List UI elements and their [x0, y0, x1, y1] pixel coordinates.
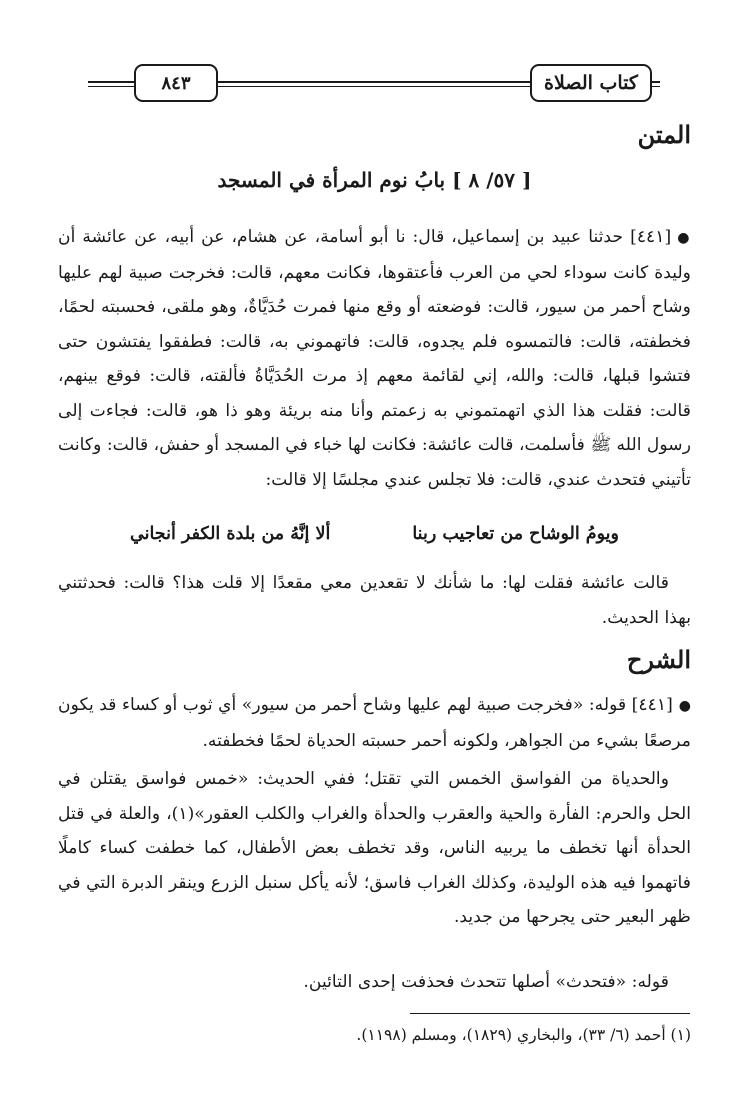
bullet-icon: ●	[677, 230, 692, 246]
poem-verse	[130, 524, 619, 544]
footnote-rule	[410, 1013, 690, 1014]
sharh-mark: الشرح	[626, 645, 691, 674]
sharh-text-1: [٤٤١] قوله: «فخرجت صبية لهم عليها وشاح أحمر من سيور» أي ثوب أو كساء قد يكون مرصعًا بشيء من الجواهر، ولكونه أحمر حسبته الحدياة لحمًا فخطفته.	[58, 695, 691, 751]
running-header	[88, 62, 660, 104]
book-title: كتاب الصلاة	[530, 64, 652, 102]
chapter-heading: [ ٥٧/ ٨ ] بابُ نوم المرأة في المسجد	[217, 168, 532, 192]
page-number: ٨٤٣	[134, 64, 218, 102]
matn-mark: المتن	[637, 120, 691, 149]
sharh-paragraph-3: قوله: «فتحدث» أصلها تتحدث فحذفت إحدى التائين.	[303, 972, 669, 992]
hadith-paragraph	[58, 220, 691, 497]
hadith-text: [٤٤١] حدثنا عبيد بن إسماعيل، قال: نا أبو أسامة، عن هشام، عن أبيه، عن عائشة أن وليدة كانت سوداء لحي من العرب فأعتقوها، فكانت معهم، قالت: فخرجت صبية لهم عليها وشاح أحمر من سيور، قالت: فوضعته أو وقع منها فمرت حُدَيَّاةٌ، وهو ملقى، فحسبته لحمًا، فخطفته، قالت: فالتمسوه فلم يجدوه، قالت: فاتهموني به، قالت: فطفقوا يفتشون حتى فتشوا قبلها، قالت: والله، إني لقائمة معهم إذ مرت الحُدَيَّاةُ فألقته، قالت: فوقع بينهم، قالت: فقلت هذا الذي اتهمتموني به زعمتم وأنا منه بريئة وهو ذا هو، قالت: فجاءت إلى رسول الله ﷺ فأسلمت، قالت عائشة: فكانت لها خباء في المسجد أو حفش، قالت: وكانت تأتيني فتحدث عندي، قالت: فلا تجلس عندي مجلسًا إلا قالت:	[58, 227, 691, 490]
sharh-paragraph-1	[58, 688, 691, 758]
verse-second-hemistich: ألا إنَّهُ من بلدة الكفر أنجاني	[130, 524, 331, 544]
sharh-paragraph-2: والحدياة من الفواسق الخمس التي تقتل؛ ففي الحديث: «خمس فواسق يقتلن في الحل والحرم: الفأرة والحية والعقرب والحدأة والغراب والكلب العقور»(١)، والعلة في قتل الحدأة أنها تخطف ما يربيه الناس، وقد تخطف بعض الأطفال، كما خطفت كساء كاملًا فاتهموا فيه هذه الوليدة، وكذلك الغراب فاسق؛ لأنه يأكل سنبل الزرع وينقر الدبرة التي في ظهر البعير حتى يجرحها من جديد.	[58, 769, 691, 927]
footnote: (١) أحمد (٦/ ٣٣)، والبخاري (١٨٢٩)، ومسلم (١١٩٨).	[356, 1026, 691, 1044]
after-verse-paragraph: قالت عائشة فقلت لها: ما شأنك لا تقعدين معي مقعدًا إلا قلت هذا؟ قالت: فحدثتني بهذا الحديث.	[58, 573, 691, 628]
bullet-icon: ●	[678, 698, 692, 714]
verse-first-hemistich: ويومُ الوشاح من تعاجيب ربنا	[412, 524, 619, 544]
